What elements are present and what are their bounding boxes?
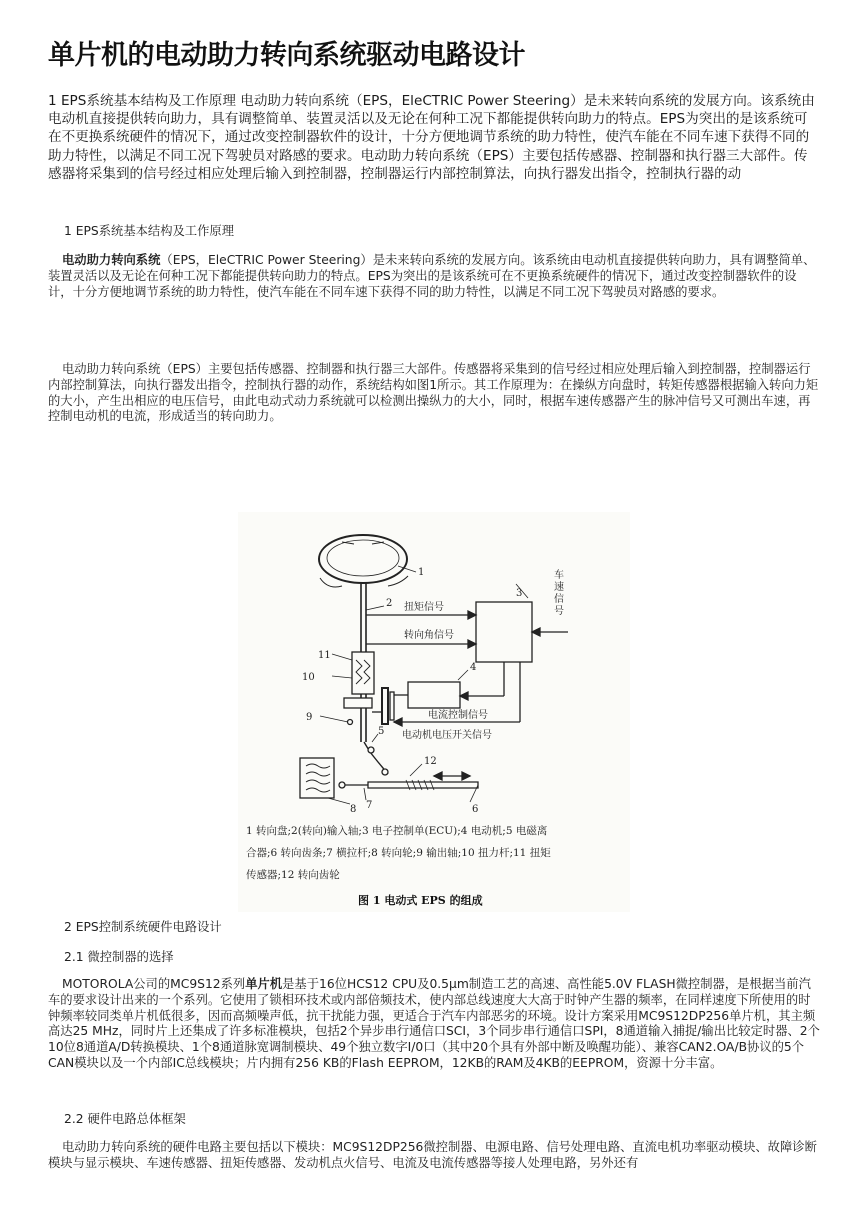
bold-term-eps: 电动助力转向系统	[62, 253, 161, 267]
label-voltage-signal: 电动机电压开关信号	[402, 730, 492, 741]
label-current-signal: 电流控制信号	[428, 710, 488, 721]
label-speed-signal-4: 号	[554, 606, 564, 617]
caption-line-1: 1 转向盘;2(转向)输入轴;3 电子控制单(ECU);4 电动机;5 电磁离	[246, 825, 548, 837]
section-2-2-paragraph: 电动助力转向系统的硬件电路主要包括以下模块：MC9S12DP256微控制器、电源电路、信号处理电路、直流电机功率驱动模块、故障诊断模块与显示模块、车速传感器、扭矩传感器、发动机点火信号、电流及电流传感器等接人处理电路，另外还有	[48, 1140, 817, 1170]
label-num-8: 8	[350, 804, 357, 815]
label-num-5: 5	[378, 726, 385, 737]
paragraph-text-b: 是基于16位HCS12 CPU及0.5μm制造工艺的高速、高性能5.0V FLASH微控制器，是根据当前汽车的要求设计出来的一个系列。它使用了锁相环技术或内部倍频技术，使内部总线速度大大高于时钟产生器的频率，在同样速度下所使用的时钟频率较同类单片机低很多，因而高频噪声低，抗干扰能力强，更适合于汽车内部恶劣的环境。设计方案采用MC9S12DP256单片机，其主频高达25 MHz，同时片上还集成了许多标准模块，包括2个异步串行通信口SCI，3个同步串行通信口SPI，8通道输入捕捉/输出比较定时器、2个10位8通道A/D转换模块、1个8通道脉宽调制模块、49个独立数字I/0口（其中20个具有外部中断及唤醒功能）、兼容CAN2.OA/B协议的5个CAN模块以及一个内部IC总线模块；片内拥有256 KB的Flash EEPROM，12KB的RAM及4KB的EEPROM，资源十分丰富。	[48, 977, 820, 1070]
label-num-2: 2	[386, 598, 393, 609]
label-speed-signal-2: 速	[554, 582, 564, 593]
label-torque-signal: 扭矩信号	[404, 602, 444, 613]
caption-line-2: 合器;6 转向齿条;7 横拉杆;8 转向轮;9 输出轴;10 扭力杆;11 扭矩	[246, 847, 551, 859]
label-angle-signal: 转向角信号	[404, 630, 454, 641]
summary-paragraph: 1 EPS系统基本结构及工作原理 电动助力转向系统（EPS，EleCTRIC Power Steering）是未来转向系统的发展方向。该系统由电动机直接提供转向助力，具有调整简单、装置灵活以及无论在何种工况下都能提供转向助力的特点。EPS为突出的是该系统可在不更换系统硬件的情况下，通过改变控制器软件的设计，十分方便地调节系统的助力特性，使汽车能在不同车速下获得不同的助力特性，以满足不同工况下驾驶员对路感的要求。电动助力转向系统（EPS）主要包括传感器、控制器和执行器三大部件。传感器将采集到的信号经过相应处理后输入到控制器，控制器运行内部控制算法，向执行器发出指令，控制执行器的动	[48, 93, 815, 182]
label-num-12: 12	[424, 756, 437, 767]
section-1-paragraph-1	[48, 253, 820, 300]
section-2-1-heading: 2.1 微控制器的选择	[64, 950, 174, 964]
bold-term-mcu: 单片机	[245, 977, 283, 991]
ecu	[476, 602, 532, 662]
label-num-4: 4	[470, 662, 477, 673]
paragraph-text-a: MOTOROLA公司的MC9S12系列	[62, 977, 246, 991]
label-speed-signal-1: 车	[554, 570, 564, 581]
road-wheel	[300, 758, 334, 798]
torque-sensor	[352, 652, 374, 694]
label-num-7: 7	[366, 800, 373, 811]
label-num-9: 9	[306, 712, 313, 723]
page-title: 单片机的电动助力转向系统驱动电路设计	[48, 40, 525, 71]
steering-rack	[368, 782, 478, 788]
motor	[408, 682, 460, 708]
paragraph-text: （EPS，EleCTRIC Power Steering）是未来转向系统的发展方向。该系统由电动机直接提供转向助力，具有调整简单、装置灵活以及无论在何种工况下都能提供转向助力的特点。EPS为突出的是该系统可在不更换系统硬件的情况下，通过改变控制器软件的设计，十分方便地调节系统的助力特性，使汽车能在不同车速下获得不同的助力特性，以满足不同工况下驾驶员对路感的要求。	[48, 253, 816, 299]
label-speed-signal-3: 信	[554, 594, 564, 605]
label-num-10: 10	[302, 672, 315, 683]
section-2-1-paragraph	[48, 977, 820, 1072]
label-num-3: 3	[516, 588, 523, 599]
section-1-heading: 1 EPS系统基本结构及工作原理	[64, 224, 234, 238]
figure-eps-composition	[238, 512, 630, 912]
section-2-2-heading: 2.2 硬件电路总体框架	[64, 1112, 186, 1126]
figure-title: 图 1 电动式 EPS 的组成	[358, 894, 483, 907]
label-num-11: 11	[318, 650, 331, 661]
section-2-heading: 2 EPS控制系统硬件电路设计	[64, 920, 222, 934]
eps-diagram	[238, 512, 630, 912]
section-1-paragraph-2: 电动助力转向系统（EPS）主要包括传感器、控制器和执行器三大部件。传感器将采集到的信号经过相应处理后输入到控制器，控制器运行内部控制算法，向执行器发出指令，控制执行器的动作，系统结构如图1所示。其工作原理为：在操纵方向盘时，转矩传感器根据输入转向力矩的大小，产生出相应的电压信号，由此电动式动力系统就可以检测出操纵力的大小，同时，根据车速传感器产生的脉冲信号又可测出车速，再控制电动机的电流，形成适当的转向助力。	[48, 362, 819, 424]
label-num-1: 1	[418, 567, 425, 578]
label-num-6: 6	[472, 804, 479, 815]
caption-line-3: 传感器;12 转向齿轮	[246, 869, 340, 881]
